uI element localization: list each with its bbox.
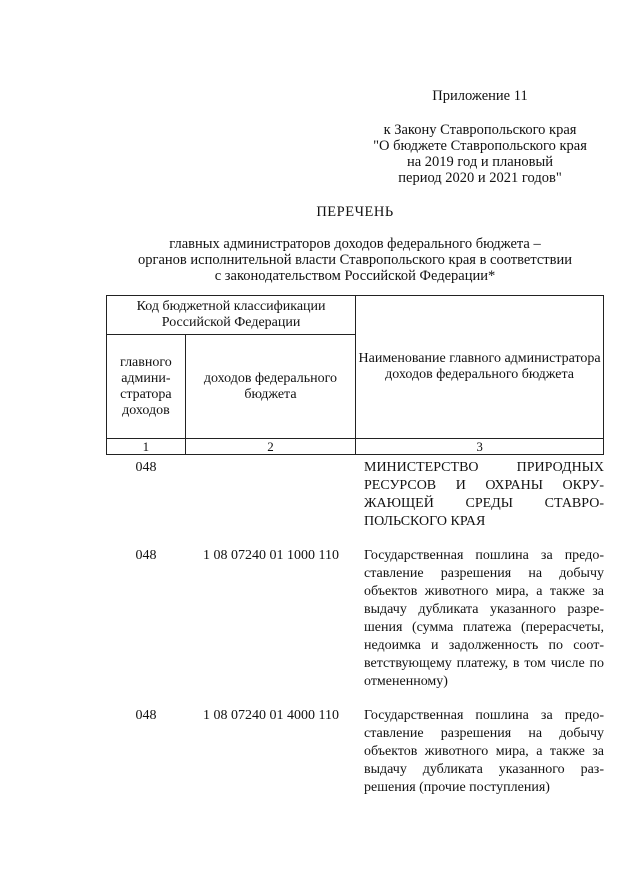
income-code-cell [186, 459, 356, 531]
table-row [106, 459, 604, 531]
annex-line: период 2020 и 2021 годов" [398, 170, 562, 186]
name-cell: МИНИСТЕРСТВО ПРИРОДНЫХ РЕСУРСОВ И ОХРАНЫ ОКРУ-ЖАЮЩЕЙ СРЕДЫ СТАВРО-ПОЛЬСКОГО КРАЯ [364, 460, 604, 529]
annex-line: к Закону Ставропольского края [383, 122, 577, 138]
code-group-header: Код бюджетной классификации Российской Федерации [107, 296, 356, 335]
name-cell: Государственная пошлина за предо-ставление разрешения на добычу объектов животного мира, а также за выдачу дубликата указанного разре-шения (сумма платежа (перерасчеты, недоимка и задолженность по соот-ветствующему платежу, в том числе по отмененному) [364, 548, 604, 689]
table-body [106, 459, 604, 813]
table-row [106, 707, 604, 797]
name-cell: Государственная пошлина за предо-ставление разрешения на добычу объектов животного мира, а также за выдачу дубликата указанного раз-решения (прочие поступления) [364, 708, 604, 795]
heading-line: органов исполнительной власти Ставропольского края в соответствии [138, 252, 572, 268]
column-number: 3 [356, 439, 604, 455]
table-row [106, 547, 604, 691]
column-number: 2 [185, 439, 355, 455]
annex-block [360, 88, 600, 186]
admin-code-cell: 048 [135, 460, 157, 475]
document-heading [100, 204, 610, 284]
income-code-cell: 1 08 07240 01 4000 110 [203, 708, 339, 723]
heading-line: главных администраторов доходов федерального бюджета – [169, 236, 541, 252]
column-number: 1 [107, 439, 186, 455]
name-column-header: Наименование главного администратора доходов федерального бюджета [356, 296, 604, 439]
heading-line: с законодательством Российской Федерации* [214, 268, 496, 284]
admin-code-cell: 048 [135, 708, 157, 723]
income-code-cell: 1 08 07240 01 1000 110 [203, 548, 339, 563]
admin-code-cell: 048 [135, 548, 157, 563]
table-header [106, 295, 604, 455]
heading-title: ПЕРЕЧЕНЬ [316, 204, 394, 220]
admin-column-header: главного админи-стратора доходов [107, 335, 186, 439]
annex-line: "О бюджете Ставропольского края [373, 138, 587, 154]
annex-line: на 2019 год и плановый [406, 154, 554, 170]
income-column-header: доходов федерального бюджета [185, 335, 355, 439]
annex-title: Приложение 11 [432, 88, 528, 104]
